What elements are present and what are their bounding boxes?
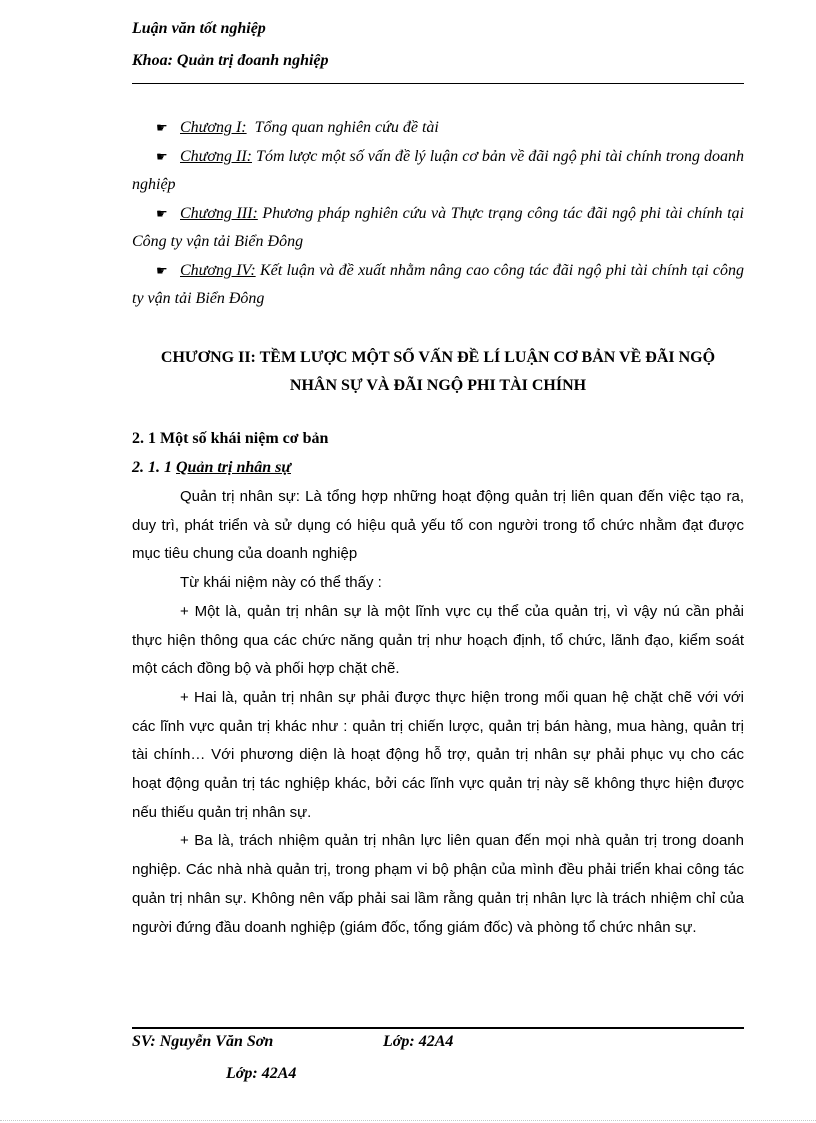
paragraph: + Hai là, quản trị nhân sự phải được thực hiện trong mối quan hệ chặt chẽ với với các lĩnh vực quản trị khác như : quản trị chiến lược, quản trị bán hàng, mua hàng, quản trị tài chính… Với phương diện là hoạt động hỗ trợ, quản trị nhân sự phải phục vụ cho các hoạt động quản trị tác nghiệp khác, bởi các lĩnh vực quản trị này sẽ không thực hiện được nếu thiếu quản trị nhân sự. xyxy=(132,688,744,821)
chapter-label: Chương I: xyxy=(180,119,247,136)
chapter-description: Phương pháp nghiên cứu và Thực trạng công tác đãi ngộ phi tài chính tại Công ty vận tải Biển Đông xyxy=(132,204,745,250)
footer-student-name: SV: Nguyễn Văn Sơn xyxy=(132,1033,274,1050)
paragraph: Quản trị nhân sự: Là tổng hợp những hoạt động quản trị liên quan đến việc tạo ra, duy trì, phát triển và sử dụng có hiệu quả yếu tố con người trong tổ chức nhằm đạt được mục tiêu chung của doanh nghiệp xyxy=(132,488,744,563)
hand-pointing-icon: ☛ xyxy=(156,148,168,164)
chapter-heading-line-2: NHÂN SỰ VÀ ĐÃI NGỘ PHI TÀI CHÍNH xyxy=(289,377,587,394)
paragraph: + Một là, quản trị nhân sự là một lĩnh vực cụ thể của quản trị, vì vậy nú cần phải thực hiện thông qua các chức năng quản trị như hoạch định, tổ chức, lãnh đạo, kiểm soát một cách đồng bộ và phối hợp chặt chẽ. xyxy=(132,602,744,678)
header-thesis-label: Luận văn tốt nghiệp xyxy=(132,20,266,37)
chapter-outline xyxy=(132,114,744,314)
outline-item xyxy=(132,200,744,257)
page-edge-divider xyxy=(0,1120,816,1121)
hand-pointing-icon: ☛ xyxy=(156,120,168,135)
outline-item xyxy=(132,114,744,143)
outline-item xyxy=(132,257,744,314)
chapter-heading-line-1: CHƯƠNG II: TỀM LƯỢC MỘT SỐ VẤN ĐỀ LÍ LUẬN CƠ BẢN VỀ ĐÃI NGỘ xyxy=(160,349,716,366)
outline-item xyxy=(132,143,744,200)
chapter-label: Chương III: xyxy=(180,204,258,222)
paragraph: Từ khái niệm này có thể thấy : xyxy=(180,574,382,592)
paragraph: + Ba là, trách nhiệm quản trị nhân lực liên quan đến mọi nhà quản trị trong doanh nghiệp. Các nhà nhà quản trị, trong phạm vi bộ phận của mình đều phải triển khai công tác quản trị nhân sự. Không nên vấp phải sai lầm rằng quản trị nhân lực là trách nhiệm chỉ của người đứng đầu doanh nghiệp (giám đốc, tổng giám đốc) và phòng tổ chức nhân sự. xyxy=(132,832,744,936)
hand-pointing-icon: ☛ xyxy=(156,262,168,278)
body-text xyxy=(132,483,744,942)
subsection-number: 2. 1. 1 xyxy=(132,459,176,476)
header-divider xyxy=(132,83,744,84)
chapter-description: Tóm lược một số vấn đề lý luận cơ bản về đãi ngộ phi tài chính trong doanh nghiệp xyxy=(132,147,745,193)
chapter-label: Chương IV: xyxy=(180,261,256,279)
chapter-label: Chương II: xyxy=(180,147,252,165)
section-heading: 2. 1 Một số khái niệm cơ bản xyxy=(132,430,329,447)
footer-class-label: Lớp: 42A4 xyxy=(383,1033,454,1050)
chapter-heading xyxy=(132,344,744,400)
subsection-title: Quản trị nhân sự xyxy=(176,459,291,476)
header-faculty-label: Khoa: Quản trị đoanh nghiệp xyxy=(132,52,329,69)
chapter-description: Tổng quan nghiên cứu đề tài xyxy=(254,119,439,136)
hand-pointing-icon: ☛ xyxy=(156,205,168,221)
chapter-description: Kết luận và đề xuất nhằm nâng cao công tác đãi ngộ phi tài chính tại công ty vận tải Biển Đông xyxy=(132,261,744,307)
subsection-heading xyxy=(132,459,291,477)
footer-divider xyxy=(132,1027,744,1029)
footer-class-label-repeat: Lớp: 42A4 xyxy=(226,1065,297,1082)
